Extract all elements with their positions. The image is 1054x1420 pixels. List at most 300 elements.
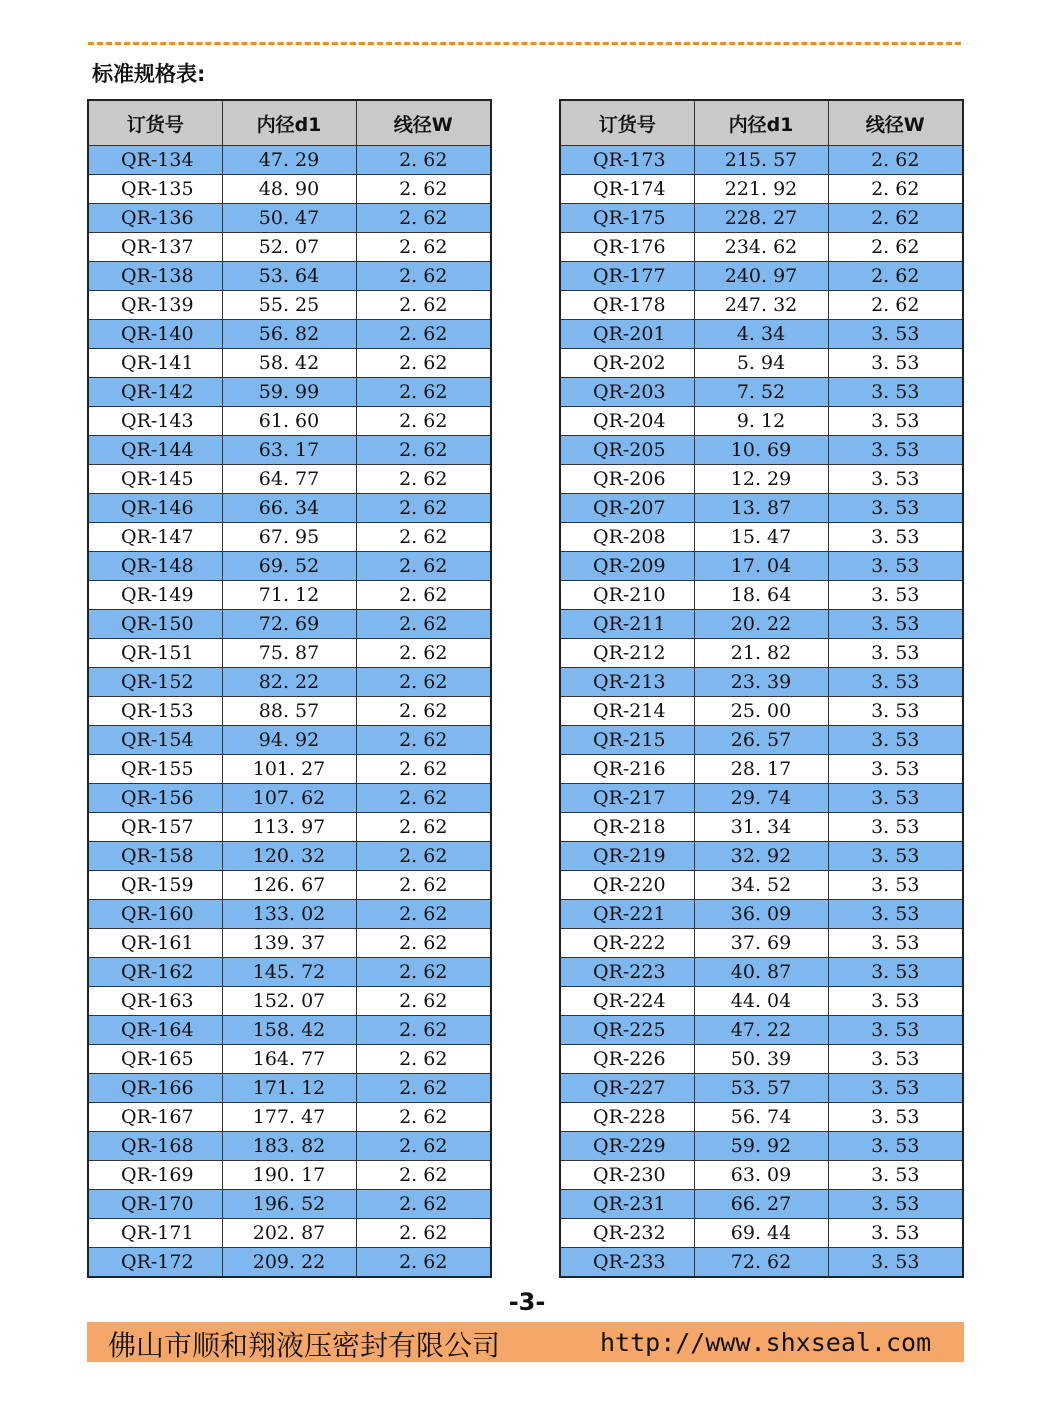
order-no-cell: QR-150 [88,610,222,639]
table-row [88,1016,491,1045]
inner-diameter-cell: 53. 64 [222,262,356,291]
order-no-cell: QR-169 [88,1161,222,1190]
inner-diameter-cell: 234. 62 [694,233,828,262]
inner-diameter-cell: 126. 67 [222,871,356,900]
table-header-row [88,100,491,146]
inner-diameter-cell: 190. 17 [222,1161,356,1190]
table-row [560,262,963,291]
inner-diameter-cell: 37. 69 [694,929,828,958]
order-no-cell: QR-139 [88,291,222,320]
table-row [560,987,963,1016]
header-order-no: 订货号 [88,100,222,146]
order-no-cell: QR-167 [88,1103,222,1132]
spec-table-left-body [88,146,491,1278]
wire-diameter-cell: 2. 62 [356,958,491,987]
table-row [560,581,963,610]
order-no-cell: QR-214 [560,697,694,726]
table-row [560,1190,963,1219]
table-row [560,1103,963,1132]
order-no-cell: QR-209 [560,552,694,581]
order-no-cell: QR-134 [88,146,222,175]
order-no-cell: QR-141 [88,349,222,378]
inner-diameter-cell: 48. 90 [222,175,356,204]
inner-diameter-cell: 133. 02 [222,900,356,929]
table-row [560,813,963,842]
inner-diameter-cell: 158. 42 [222,1016,356,1045]
order-no-cell: QR-154 [88,726,222,755]
inner-diameter-cell: 64. 77 [222,465,356,494]
wire-diameter-cell: 3. 53 [828,581,963,610]
inner-diameter-cell: 50. 39 [694,1045,828,1074]
inner-diameter-cell: 23. 39 [694,668,828,697]
inner-diameter-cell: 183. 82 [222,1132,356,1161]
inner-diameter-cell: 5. 94 [694,349,828,378]
wire-diameter-cell: 2. 62 [356,262,491,291]
table-row [88,610,491,639]
table-row [560,320,963,349]
inner-diameter-cell: 71. 12 [222,581,356,610]
table-row [560,697,963,726]
order-no-cell: QR-166 [88,1074,222,1103]
table-row [560,1248,963,1278]
inner-diameter-cell: 55. 25 [222,291,356,320]
wire-diameter-cell: 2. 62 [356,1016,491,1045]
wire-diameter-cell: 2. 62 [356,378,491,407]
table-row [560,1074,963,1103]
inner-diameter-cell: 164. 77 [222,1045,356,1074]
inner-diameter-cell: 47. 29 [222,146,356,175]
table-row [88,320,491,349]
inner-diameter-cell: 113. 97 [222,813,356,842]
wire-diameter-cell: 2. 62 [356,1219,491,1248]
wire-diameter-cell: 2. 62 [356,1103,491,1132]
order-no-cell: QR-148 [88,552,222,581]
table-row [560,929,963,958]
inner-diameter-cell: 36. 09 [694,900,828,929]
inner-diameter-cell: 66. 27 [694,1190,828,1219]
inner-diameter-cell: 59. 92 [694,1132,828,1161]
table-row [88,958,491,987]
wire-diameter-cell: 3. 53 [828,610,963,639]
table-row [88,146,491,175]
inner-diameter-cell: 69. 52 [222,552,356,581]
table-row [560,436,963,465]
wire-diameter-cell: 3. 53 [828,1190,963,1219]
order-no-cell: QR-221 [560,900,694,929]
order-no-cell: QR-178 [560,291,694,320]
table-row [560,755,963,784]
table-row [88,900,491,929]
table-row [88,378,491,407]
wire-diameter-cell: 2. 62 [356,784,491,813]
inner-diameter-cell: 20. 22 [694,610,828,639]
table-row [88,668,491,697]
table-row [88,204,491,233]
order-no-cell: QR-155 [88,755,222,784]
inner-diameter-cell: 28. 17 [694,755,828,784]
wire-diameter-cell: 2. 62 [356,523,491,552]
table-row [560,668,963,697]
inner-diameter-cell: 44. 04 [694,987,828,1016]
order-no-cell: QR-160 [88,900,222,929]
inner-diameter-cell: 88. 57 [222,697,356,726]
order-no-cell: QR-213 [560,668,694,697]
order-no-cell: QR-145 [88,465,222,494]
order-no-cell: QR-230 [560,1161,694,1190]
order-no-cell: QR-156 [88,784,222,813]
table-row [560,552,963,581]
wire-diameter-cell: 2. 62 [356,871,491,900]
wire-diameter-cell: 2. 62 [828,262,963,291]
order-no-cell: QR-227 [560,1074,694,1103]
wire-diameter-cell: 3. 53 [828,813,963,842]
wire-diameter-cell: 2. 62 [828,204,963,233]
order-no-cell: QR-175 [560,204,694,233]
inner-diameter-cell: 247. 32 [694,291,828,320]
header-wire-diameter: 线径W [828,100,963,146]
inner-diameter-cell: 221. 92 [694,175,828,204]
order-no-cell: QR-140 [88,320,222,349]
wire-diameter-cell: 2. 62 [356,987,491,1016]
wire-diameter-cell: 3. 53 [828,494,963,523]
order-no-cell: QR-165 [88,1045,222,1074]
order-no-cell: QR-206 [560,465,694,494]
order-no-cell: QR-172 [88,1248,222,1278]
order-no-cell: QR-177 [560,262,694,291]
table-row [560,204,963,233]
inner-diameter-cell: 12. 29 [694,465,828,494]
inner-diameter-cell: 59. 99 [222,378,356,407]
order-no-cell: QR-162 [88,958,222,987]
order-no-cell: QR-228 [560,1103,694,1132]
wire-diameter-cell: 3. 53 [828,842,963,871]
table-row [88,581,491,610]
inner-diameter-cell: 120. 32 [222,842,356,871]
header-inner-diameter: 内径d1 [694,100,828,146]
section-title: 标准规格表: [92,62,206,86]
table-row [560,291,963,320]
wire-diameter-cell: 2. 62 [356,1161,491,1190]
inner-diameter-cell: 171. 12 [222,1074,356,1103]
order-no-cell: QR-164 [88,1016,222,1045]
order-no-cell: QR-208 [560,523,694,552]
table-row [88,291,491,320]
wire-diameter-cell: 3. 53 [828,639,963,668]
inner-diameter-cell: 56. 82 [222,320,356,349]
table-row [560,639,963,668]
order-no-cell: QR-176 [560,233,694,262]
table-row [88,1132,491,1161]
inner-diameter-cell: 13. 87 [694,494,828,523]
wire-diameter-cell: 3. 53 [828,320,963,349]
wire-diameter-cell: 3. 53 [828,1161,963,1190]
inner-diameter-cell: 29. 74 [694,784,828,813]
order-no-cell: QR-159 [88,871,222,900]
wire-diameter-cell: 2. 62 [356,668,491,697]
table-row [560,871,963,900]
table-row [560,784,963,813]
inner-diameter-cell: 10. 69 [694,436,828,465]
order-no-cell: QR-143 [88,407,222,436]
wire-diameter-cell: 2. 62 [356,755,491,784]
wire-diameter-cell: 2. 62 [356,697,491,726]
wire-diameter-cell: 2. 62 [828,146,963,175]
order-no-cell: QR-151 [88,639,222,668]
wire-diameter-cell: 3. 53 [828,1248,963,1278]
wire-diameter-cell: 2. 62 [356,146,491,175]
wire-diameter-cell: 3. 53 [828,349,963,378]
order-no-cell: QR-147 [88,523,222,552]
inner-diameter-cell: 145. 72 [222,958,356,987]
table-row [88,523,491,552]
inner-diameter-cell: 63. 09 [694,1161,828,1190]
wire-diameter-cell: 3. 53 [828,1074,963,1103]
order-no-cell: QR-138 [88,262,222,291]
wire-diameter-cell: 3. 53 [828,958,963,987]
table-row [88,175,491,204]
wire-diameter-cell: 3. 53 [828,668,963,697]
header-order-no: 订货号 [560,100,694,146]
table-row [88,349,491,378]
order-no-cell: QR-174 [560,175,694,204]
order-no-cell: QR-210 [560,581,694,610]
footer-company-name: 佛山市顺和翔液压密封有限公司 [108,1329,501,1362]
wire-diameter-cell: 2. 62 [356,842,491,871]
wire-diameter-cell: 2. 62 [356,436,491,465]
inner-diameter-cell: 240. 97 [694,262,828,291]
order-no-cell: QR-136 [88,204,222,233]
wire-diameter-cell: 2. 62 [356,349,491,378]
wire-diameter-cell: 2. 62 [356,233,491,262]
wire-diameter-cell: 3. 53 [828,436,963,465]
wire-diameter-cell: 3. 53 [828,755,963,784]
table-row [88,813,491,842]
wire-diameter-cell: 3. 53 [828,1016,963,1045]
wire-diameter-cell: 2. 62 [356,610,491,639]
wire-diameter-cell: 2. 62 [356,581,491,610]
wire-diameter-cell: 2. 62 [356,726,491,755]
inner-diameter-cell: 32. 92 [694,842,828,871]
order-no-cell: QR-152 [88,668,222,697]
table-row [560,1132,963,1161]
order-no-cell: QR-168 [88,1132,222,1161]
inner-diameter-cell: 196. 52 [222,1190,356,1219]
wire-diameter-cell: 2. 62 [356,813,491,842]
order-no-cell: QR-171 [88,1219,222,1248]
order-no-cell: QR-218 [560,813,694,842]
order-no-cell: QR-144 [88,436,222,465]
inner-diameter-cell: 26. 57 [694,726,828,755]
inner-diameter-cell: 18. 64 [694,581,828,610]
table-row [88,1045,491,1074]
inner-diameter-cell: 72. 69 [222,610,356,639]
order-no-cell: QR-203 [560,378,694,407]
order-no-cell: QR-229 [560,1132,694,1161]
wire-diameter-cell: 3. 53 [828,726,963,755]
order-no-cell: QR-212 [560,639,694,668]
inner-diameter-cell: 101. 27 [222,755,356,784]
wire-diameter-cell: 3. 53 [828,465,963,494]
order-no-cell: QR-223 [560,958,694,987]
wire-diameter-cell: 3. 53 [828,523,963,552]
table-row [88,1190,491,1219]
wire-diameter-cell: 2. 62 [356,1132,491,1161]
top-dashed-divider [88,42,961,45]
order-no-cell: QR-231 [560,1190,694,1219]
table-header-row [560,100,963,146]
order-no-cell: QR-173 [560,146,694,175]
table-row [88,552,491,581]
table-row [560,1219,963,1248]
order-no-cell: QR-149 [88,581,222,610]
order-no-cell: QR-161 [88,929,222,958]
table-row [560,610,963,639]
wire-diameter-cell: 3. 53 [828,378,963,407]
wire-diameter-cell: 3. 53 [828,900,963,929]
table-row [88,1219,491,1248]
table-row [88,987,491,1016]
wire-diameter-cell: 2. 62 [356,204,491,233]
table-row [88,784,491,813]
inner-diameter-cell: 228. 27 [694,204,828,233]
table-row [560,378,963,407]
table-row [560,958,963,987]
table-row [560,465,963,494]
inner-diameter-cell: 139. 37 [222,929,356,958]
table-row [88,1103,491,1132]
wire-diameter-cell: 2. 62 [356,552,491,581]
wire-diameter-cell: 2. 62 [356,929,491,958]
order-no-cell: QR-204 [560,407,694,436]
order-no-cell: QR-220 [560,871,694,900]
inner-diameter-cell: 209. 22 [222,1248,356,1278]
wire-diameter-cell: 2. 62 [356,494,491,523]
order-no-cell: QR-225 [560,1016,694,1045]
inner-diameter-cell: 25. 00 [694,697,828,726]
inner-diameter-cell: 4. 34 [694,320,828,349]
table-row [88,436,491,465]
wire-diameter-cell: 2. 62 [828,233,963,262]
table-row [88,755,491,784]
wire-diameter-cell: 3. 53 [828,552,963,581]
inner-diameter-cell: 21. 82 [694,639,828,668]
inner-diameter-cell: 15. 47 [694,523,828,552]
order-no-cell: QR-202 [560,349,694,378]
order-no-cell: QR-217 [560,784,694,813]
wire-diameter-cell: 2. 62 [828,291,963,320]
table-row [560,726,963,755]
wire-diameter-cell: 2. 62 [356,1190,491,1219]
wire-diameter-cell: 3. 53 [828,929,963,958]
spec-table-right [559,99,964,1278]
inner-diameter-cell: 9. 12 [694,407,828,436]
inner-diameter-cell: 40. 87 [694,958,828,987]
order-no-cell: QR-215 [560,726,694,755]
inner-diameter-cell: 177. 47 [222,1103,356,1132]
inner-diameter-cell: 47. 22 [694,1016,828,1045]
table-row [560,349,963,378]
table-row [560,842,963,871]
inner-diameter-cell: 17. 04 [694,552,828,581]
table-row [560,523,963,552]
order-no-cell: QR-170 [88,1190,222,1219]
inner-diameter-cell: 75. 87 [222,639,356,668]
order-no-cell: QR-233 [560,1248,694,1278]
order-no-cell: QR-153 [88,697,222,726]
inner-diameter-cell: 31. 34 [694,813,828,842]
table-row [88,842,491,871]
table-row [88,871,491,900]
table-row [560,1045,963,1074]
inner-diameter-cell: 67. 95 [222,523,356,552]
spec-table-right-body [560,146,963,1278]
order-no-cell: QR-201 [560,320,694,349]
inner-diameter-cell: 34. 52 [694,871,828,900]
wire-diameter-cell: 3. 53 [828,784,963,813]
inner-diameter-cell: 53. 57 [694,1074,828,1103]
wire-diameter-cell: 3. 53 [828,987,963,1016]
table-row [560,407,963,436]
order-no-cell: QR-211 [560,610,694,639]
inner-diameter-cell: 61. 60 [222,407,356,436]
table-row [560,1161,963,1190]
wire-diameter-cell: 2. 62 [356,1074,491,1103]
inner-diameter-cell: 7. 52 [694,378,828,407]
inner-diameter-cell: 58. 42 [222,349,356,378]
wire-diameter-cell: 2. 62 [356,639,491,668]
table-row [88,1248,491,1278]
table-row [560,900,963,929]
wire-diameter-cell: 2. 62 [828,175,963,204]
order-no-cell: QR-232 [560,1219,694,1248]
order-no-cell: QR-163 [88,987,222,1016]
header-wire-diameter: 线径W [356,100,491,146]
order-no-cell: QR-135 [88,175,222,204]
inner-diameter-cell: 202. 87 [222,1219,356,1248]
table-row [88,407,491,436]
table-row [88,639,491,668]
footer-website-link[interactable]: http://www.shxseal.com [600,1328,932,1357]
wire-diameter-cell: 2. 62 [356,465,491,494]
order-no-cell: QR-137 [88,233,222,262]
order-no-cell: QR-216 [560,755,694,784]
inner-diameter-cell: 50. 47 [222,204,356,233]
wire-diameter-cell: 2. 62 [356,1248,491,1278]
wire-diameter-cell: 2. 62 [356,1045,491,1074]
table-row [560,146,963,175]
table-row [560,233,963,262]
wire-diameter-cell: 3. 53 [828,407,963,436]
order-no-cell: QR-224 [560,987,694,1016]
table-row [560,1016,963,1045]
order-no-cell: QR-222 [560,929,694,958]
wire-diameter-cell: 3. 53 [828,1132,963,1161]
table-row [88,726,491,755]
inner-diameter-cell: 56. 74 [694,1103,828,1132]
table-row [88,697,491,726]
order-no-cell: QR-142 [88,378,222,407]
order-no-cell: QR-205 [560,436,694,465]
table-row [88,1161,491,1190]
inner-diameter-cell: 63. 17 [222,436,356,465]
table-row [88,1074,491,1103]
table-row [88,262,491,291]
inner-diameter-cell: 66. 34 [222,494,356,523]
table-row [88,465,491,494]
wire-diameter-cell: 2. 62 [356,320,491,349]
table-row [88,233,491,262]
inner-diameter-cell: 69. 44 [694,1219,828,1248]
